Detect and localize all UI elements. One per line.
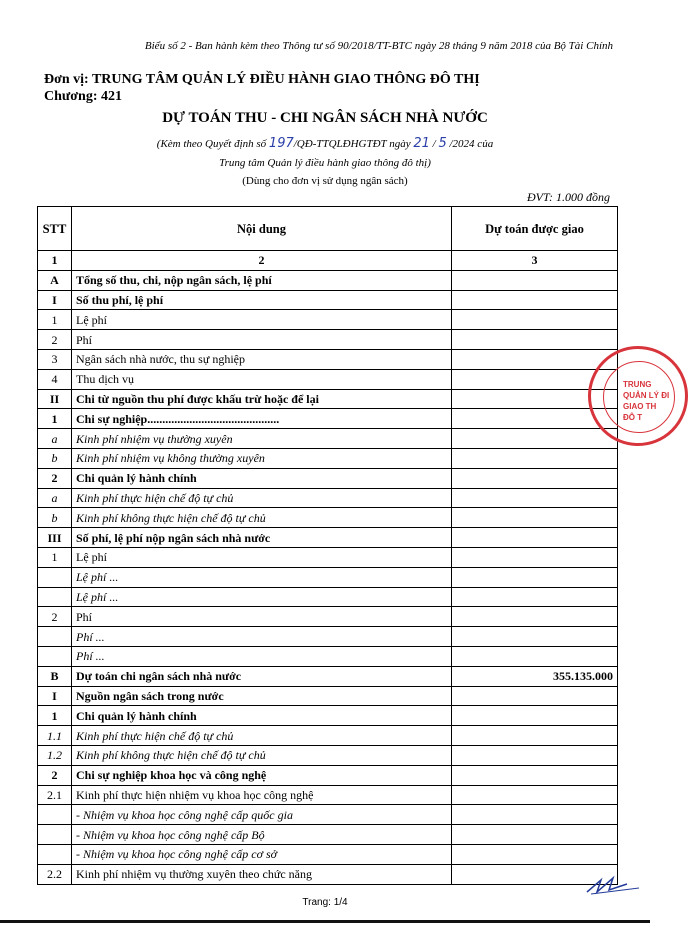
decision-prefix: (Kèm theo Quyết định số: [156, 138, 267, 150]
row-amount: [452, 844, 618, 864]
row-amount: [452, 567, 618, 587]
row-amount: 355.135.000: [452, 666, 618, 686]
table-row: [38, 686, 618, 706]
row-stt: A: [38, 270, 72, 290]
row-stt: 1: [38, 706, 72, 726]
row-amount: [452, 468, 618, 488]
table-row: [38, 864, 618, 884]
column-number-row: [38, 251, 618, 271]
decision-month: 5: [438, 136, 447, 151]
row-amount: [452, 706, 618, 726]
row-stt: 3: [38, 349, 72, 369]
row-content: Lệ phí ...: [72, 587, 452, 607]
row-stt: I: [38, 686, 72, 706]
row-amount: [452, 587, 618, 607]
table-row: [38, 389, 618, 409]
row-amount: [452, 726, 618, 746]
row-amount: [452, 270, 618, 290]
row-amount: [452, 607, 618, 627]
row-stt: 1: [38, 310, 72, 330]
row-amount: [452, 349, 618, 369]
row-amount: [452, 646, 618, 666]
row-content: Lệ phí: [72, 310, 452, 330]
row-amount: [452, 785, 618, 805]
row-stt: 4: [38, 369, 72, 389]
row-content: Chi sự nghiệp............................................: [72, 409, 452, 429]
table-row: [38, 646, 618, 666]
row-stt: [38, 844, 72, 864]
row-amount: [452, 330, 618, 350]
row-content: Kinh phí thực hiện chế độ tự chủ: [72, 726, 452, 746]
table-row: [38, 607, 618, 627]
row-content: Kinh phí nhiệm vụ thường xuyên theo chức năng: [72, 864, 452, 884]
row-content: Chi từ nguồn thu phí được khấu trừ hoặc để lại: [72, 389, 452, 409]
page-title: DỰ TOÁN THU - CHI NGÂN SÁCH NHÀ NƯỚC: [162, 110, 488, 126]
table-row: [38, 844, 618, 864]
row-amount: [452, 448, 618, 468]
seal-line-4: ĐÔ T: [623, 413, 643, 422]
col-number-1: 1: [38, 251, 72, 271]
row-amount: [452, 488, 618, 508]
row-amount: [452, 686, 618, 706]
row-amount: [452, 508, 618, 528]
table-row: [38, 706, 618, 726]
header-stt: STT: [38, 207, 72, 251]
row-stt: [38, 825, 72, 845]
col-number-3: 3: [452, 251, 618, 271]
row-stt: 2: [38, 468, 72, 488]
initial-signature: [583, 870, 643, 900]
row-content: Kinh phí thực hiện chế độ tự chủ: [72, 488, 452, 508]
row-content: Phí: [72, 330, 452, 350]
row-content: Chi quản lý hành chính: [72, 468, 452, 488]
table-row: [38, 528, 618, 548]
row-amount: [452, 547, 618, 567]
seal-line-1: TRUNG: [623, 380, 652, 389]
row-content: Chi sự nghiệp khoa học và công nghệ: [72, 765, 452, 785]
table-row: [38, 587, 618, 607]
row-content: Kinh phí nhiệm vụ không thường xuyên: [72, 448, 452, 468]
table-row: [38, 409, 618, 429]
row-stt: [38, 627, 72, 647]
table-row: [38, 627, 618, 647]
table-row: [38, 270, 618, 290]
row-content: Kinh phí không thực hiện chế độ tự chủ: [72, 745, 452, 765]
budget-table: [37, 206, 618, 885]
row-stt: I: [38, 290, 72, 310]
table-row: [38, 310, 618, 330]
decision-reference: [0, 136, 650, 151]
table-row: [38, 666, 618, 686]
row-content: Thu dịch vụ: [72, 369, 452, 389]
seal-text: [623, 379, 683, 423]
row-content: - Nhiệm vụ khoa học công nghệ cấp Bộ: [72, 825, 452, 845]
row-stt: 2.2: [38, 864, 72, 884]
row-stt: 2.1: [38, 785, 72, 805]
page-footer: Trang: 1/4: [302, 897, 348, 908]
row-stt: 1: [38, 547, 72, 567]
usage-note: (Dùng cho đơn vị sử dụng ngân sách): [242, 175, 408, 187]
row-content: Phí ...: [72, 627, 452, 647]
row-amount: [452, 765, 618, 785]
table-row: [38, 785, 618, 805]
seal-line-2: QUẢN LÝ ĐI: [623, 391, 670, 400]
row-stt: a: [38, 488, 72, 508]
row-stt: 1.2: [38, 745, 72, 765]
unit-of-measure: ĐVT: 1.000 đồng: [526, 190, 610, 204]
row-content: Kinh phí thực hiện nhiệm vụ khoa học công nghệ: [72, 785, 452, 805]
table-row: [38, 429, 618, 449]
decision-number: 197: [268, 136, 294, 151]
row-stt: 1: [38, 409, 72, 429]
row-amount: [452, 310, 618, 330]
header-note: Biểu số 2 - Ban hành kèm theo Thông tư số 90/2018/TT-BTC ngày 28 tháng 9 năm 2018 của Bộ Tài Chính: [144, 40, 613, 52]
table-row: [38, 547, 618, 567]
row-amount: [452, 429, 618, 449]
row-stt: 2: [38, 765, 72, 785]
table-row: [38, 567, 618, 587]
table-row: [38, 488, 618, 508]
table-row: [38, 290, 618, 310]
table-row: [38, 349, 618, 369]
row-content: - Nhiệm vụ khoa học công nghệ cấp cơ sở: [72, 844, 452, 864]
table-row: [38, 330, 618, 350]
row-stt: [38, 805, 72, 825]
row-amount: [452, 745, 618, 765]
row-content: Lệ phí: [72, 547, 452, 567]
bottom-rule: [0, 920, 650, 923]
row-stt: 2: [38, 607, 72, 627]
row-content: Ngân sách nhà nước, thu sự nghiệp: [72, 349, 452, 369]
row-amount: [452, 627, 618, 647]
header-content: Nội dung: [72, 207, 452, 251]
row-amount: [452, 805, 618, 825]
decision-day: 21: [413, 136, 430, 151]
row-stt: [38, 587, 72, 607]
row-stt: [38, 646, 72, 666]
table-row: [38, 448, 618, 468]
row-content: Số phí, lệ phí nộp ngân sách nhà nước: [72, 528, 452, 548]
row-content: Nguồn ngân sách trong nước: [72, 686, 452, 706]
table-row: [38, 369, 618, 389]
row-stt: III: [38, 528, 72, 548]
decision-suffix: /QĐ-TTQLĐHGTĐT ngày: [293, 138, 411, 150]
table-row: [38, 805, 618, 825]
unit-name: Đơn vị: TRUNG TÂM QUẢN LÝ ĐIỀU HÀNH GIAO THÔNG ĐÔ THỊ: [44, 72, 480, 87]
row-stt: [38, 567, 72, 587]
row-content: Tổng số thu, chi, nộp ngân sách, lệ phí: [72, 270, 452, 290]
row-stt: 2: [38, 330, 72, 350]
table-row: [38, 825, 618, 845]
row-stt: B: [38, 666, 72, 686]
row-amount: [452, 528, 618, 548]
decision-issuer: Trung tâm Quản lý điều hành giao thông đô thị): [219, 157, 431, 169]
row-content: Chi quản lý hành chính: [72, 706, 452, 726]
decision-sep: /: [432, 138, 436, 150]
table-row: [38, 508, 618, 528]
row-amount: [452, 290, 618, 310]
row-content: Lệ phí ...: [72, 567, 452, 587]
table-header-row: [38, 207, 618, 251]
decision-year: /2024 của: [449, 138, 494, 150]
chapter-code: Chương: 421: [44, 89, 122, 104]
official-red-seal: [588, 346, 688, 446]
table-row: [38, 468, 618, 488]
row-stt: a: [38, 429, 72, 449]
row-stt: 1.1: [38, 726, 72, 746]
row-content: Phí: [72, 607, 452, 627]
table-row: [38, 726, 618, 746]
row-amount: [452, 825, 618, 845]
row-stt: II: [38, 389, 72, 409]
row-content: Số thu phí, lệ phí: [72, 290, 452, 310]
col-number-2: 2: [72, 251, 452, 271]
seal-line-3: GIAO TH: [623, 402, 657, 411]
row-content: - Nhiệm vụ khoa học công nghệ cấp quốc gia: [72, 805, 452, 825]
row-content: Kinh phí nhiệm vụ thường xuyên: [72, 429, 452, 449]
row-stt: b: [38, 448, 72, 468]
row-stt: b: [38, 508, 72, 528]
header-amount: Dự toán được giao: [452, 207, 618, 251]
row-content: Kinh phí không thực hiện chế độ tự chủ: [72, 508, 452, 528]
row-content: Dự toán chi ngân sách nhà nước: [72, 666, 452, 686]
table-row: [38, 745, 618, 765]
row-content: Phí ...: [72, 646, 452, 666]
table-row: [38, 765, 618, 785]
